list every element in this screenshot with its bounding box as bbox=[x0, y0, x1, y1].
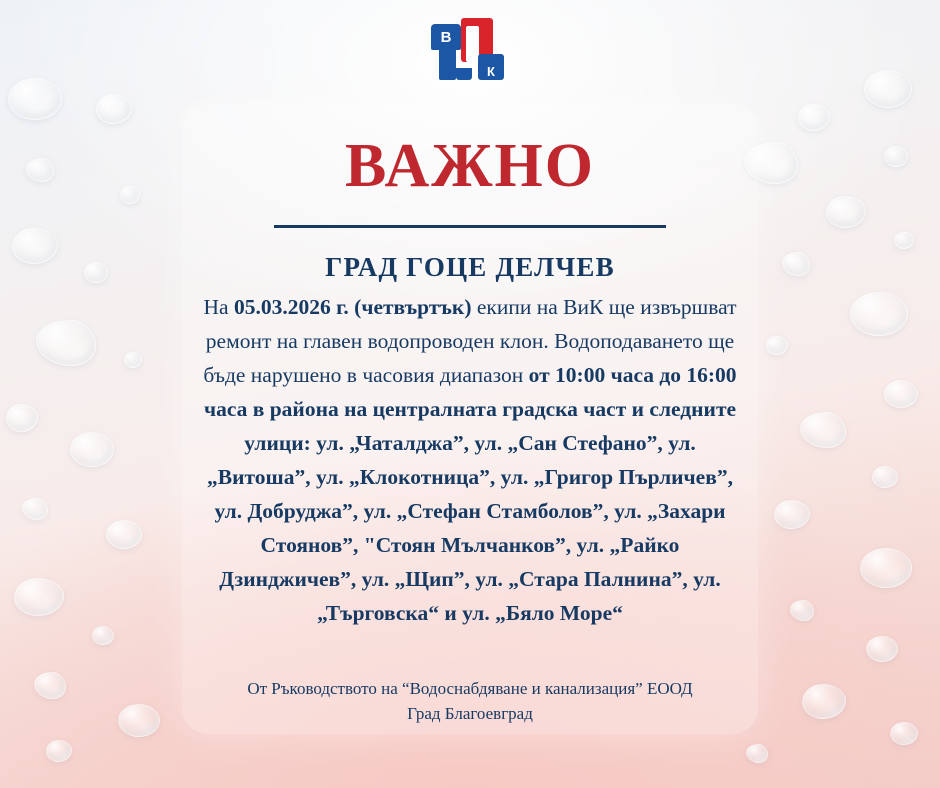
water-droplet-icon bbox=[34, 672, 66, 699]
water-droplet-icon bbox=[800, 412, 846, 448]
water-droplet-icon bbox=[802, 684, 846, 719]
notice-date: 05.03.2026 г. (четвъртък) bbox=[233, 295, 472, 319]
water-droplet-icon bbox=[22, 498, 48, 520]
water-droplet-icon bbox=[890, 722, 918, 745]
water-droplet-icon bbox=[850, 292, 908, 336]
water-droplet-icon bbox=[872, 466, 898, 488]
notice-middle: екипи на ВиК ще извършват ремонт на главен водопроводен клон. Водоподаването ще бъде нарушено в часовия диапазон bbox=[203, 295, 737, 387]
vik-logo bbox=[0, 14, 940, 86]
heading-block bbox=[0, 134, 940, 283]
signature-line-2: Град Благоевград bbox=[407, 704, 533, 723]
water-droplet-icon bbox=[96, 94, 132, 124]
divider bbox=[274, 225, 666, 228]
water-droplet-icon bbox=[860, 548, 912, 588]
logo-letter-v: В bbox=[431, 24, 461, 50]
water-droplet-icon bbox=[884, 380, 918, 408]
water-droplet-icon bbox=[92, 626, 114, 645]
water-droplet-icon bbox=[124, 352, 142, 368]
water-droplet-icon bbox=[746, 744, 768, 763]
logo-letter-k: К bbox=[478, 54, 504, 80]
water-droplet-icon bbox=[798, 104, 830, 131]
water-droplet-icon bbox=[36, 320, 96, 366]
notice-text bbox=[200, 290, 740, 630]
water-droplet-icon bbox=[14, 578, 64, 616]
water-droplet-icon bbox=[46, 740, 72, 762]
water-droplet-icon bbox=[6, 404, 38, 432]
page-title: ВАЖНО bbox=[345, 132, 595, 200]
water-droplet-icon bbox=[70, 432, 114, 467]
notice-time-and-streets: от 10:00 часа до 16:00 часа в района на централната градска част и следните улици: ул. „Чаталджа”, ул. „Сан Стефано”, ул. „Витоша”, ул. „Клокотница”, ул. „Григор Пърличев”, ул. Добруджа”, ул. „Стефан Стамболов”, ул. „Захари Стоянов”, "Стоян Мълчанков”, ул. „Райко Дзинджичев”, ул. „Щип”, ул. „Стара Палнина”, ул. „Търговска“ и ул. „Бяло Море“ bbox=[203, 363, 737, 625]
water-droplet-icon bbox=[106, 520, 142, 549]
city-subtitle: ГРАД ГОЦЕ ДЕЛЧЕВ bbox=[325, 252, 615, 283]
water-droplet-icon bbox=[766, 336, 788, 355]
signature-block bbox=[186, 676, 754, 726]
logo-letter-i bbox=[439, 48, 456, 80]
water-droplet-icon bbox=[118, 704, 160, 737]
water-droplet-icon bbox=[774, 500, 810, 529]
notice-lead: На bbox=[203, 295, 234, 319]
water-droplet-icon bbox=[866, 636, 898, 662]
signature-line-1: От Ръководството на “Водоснабдяване и канализация” ЕООД bbox=[247, 679, 693, 698]
water-droplet-icon bbox=[790, 600, 814, 621]
